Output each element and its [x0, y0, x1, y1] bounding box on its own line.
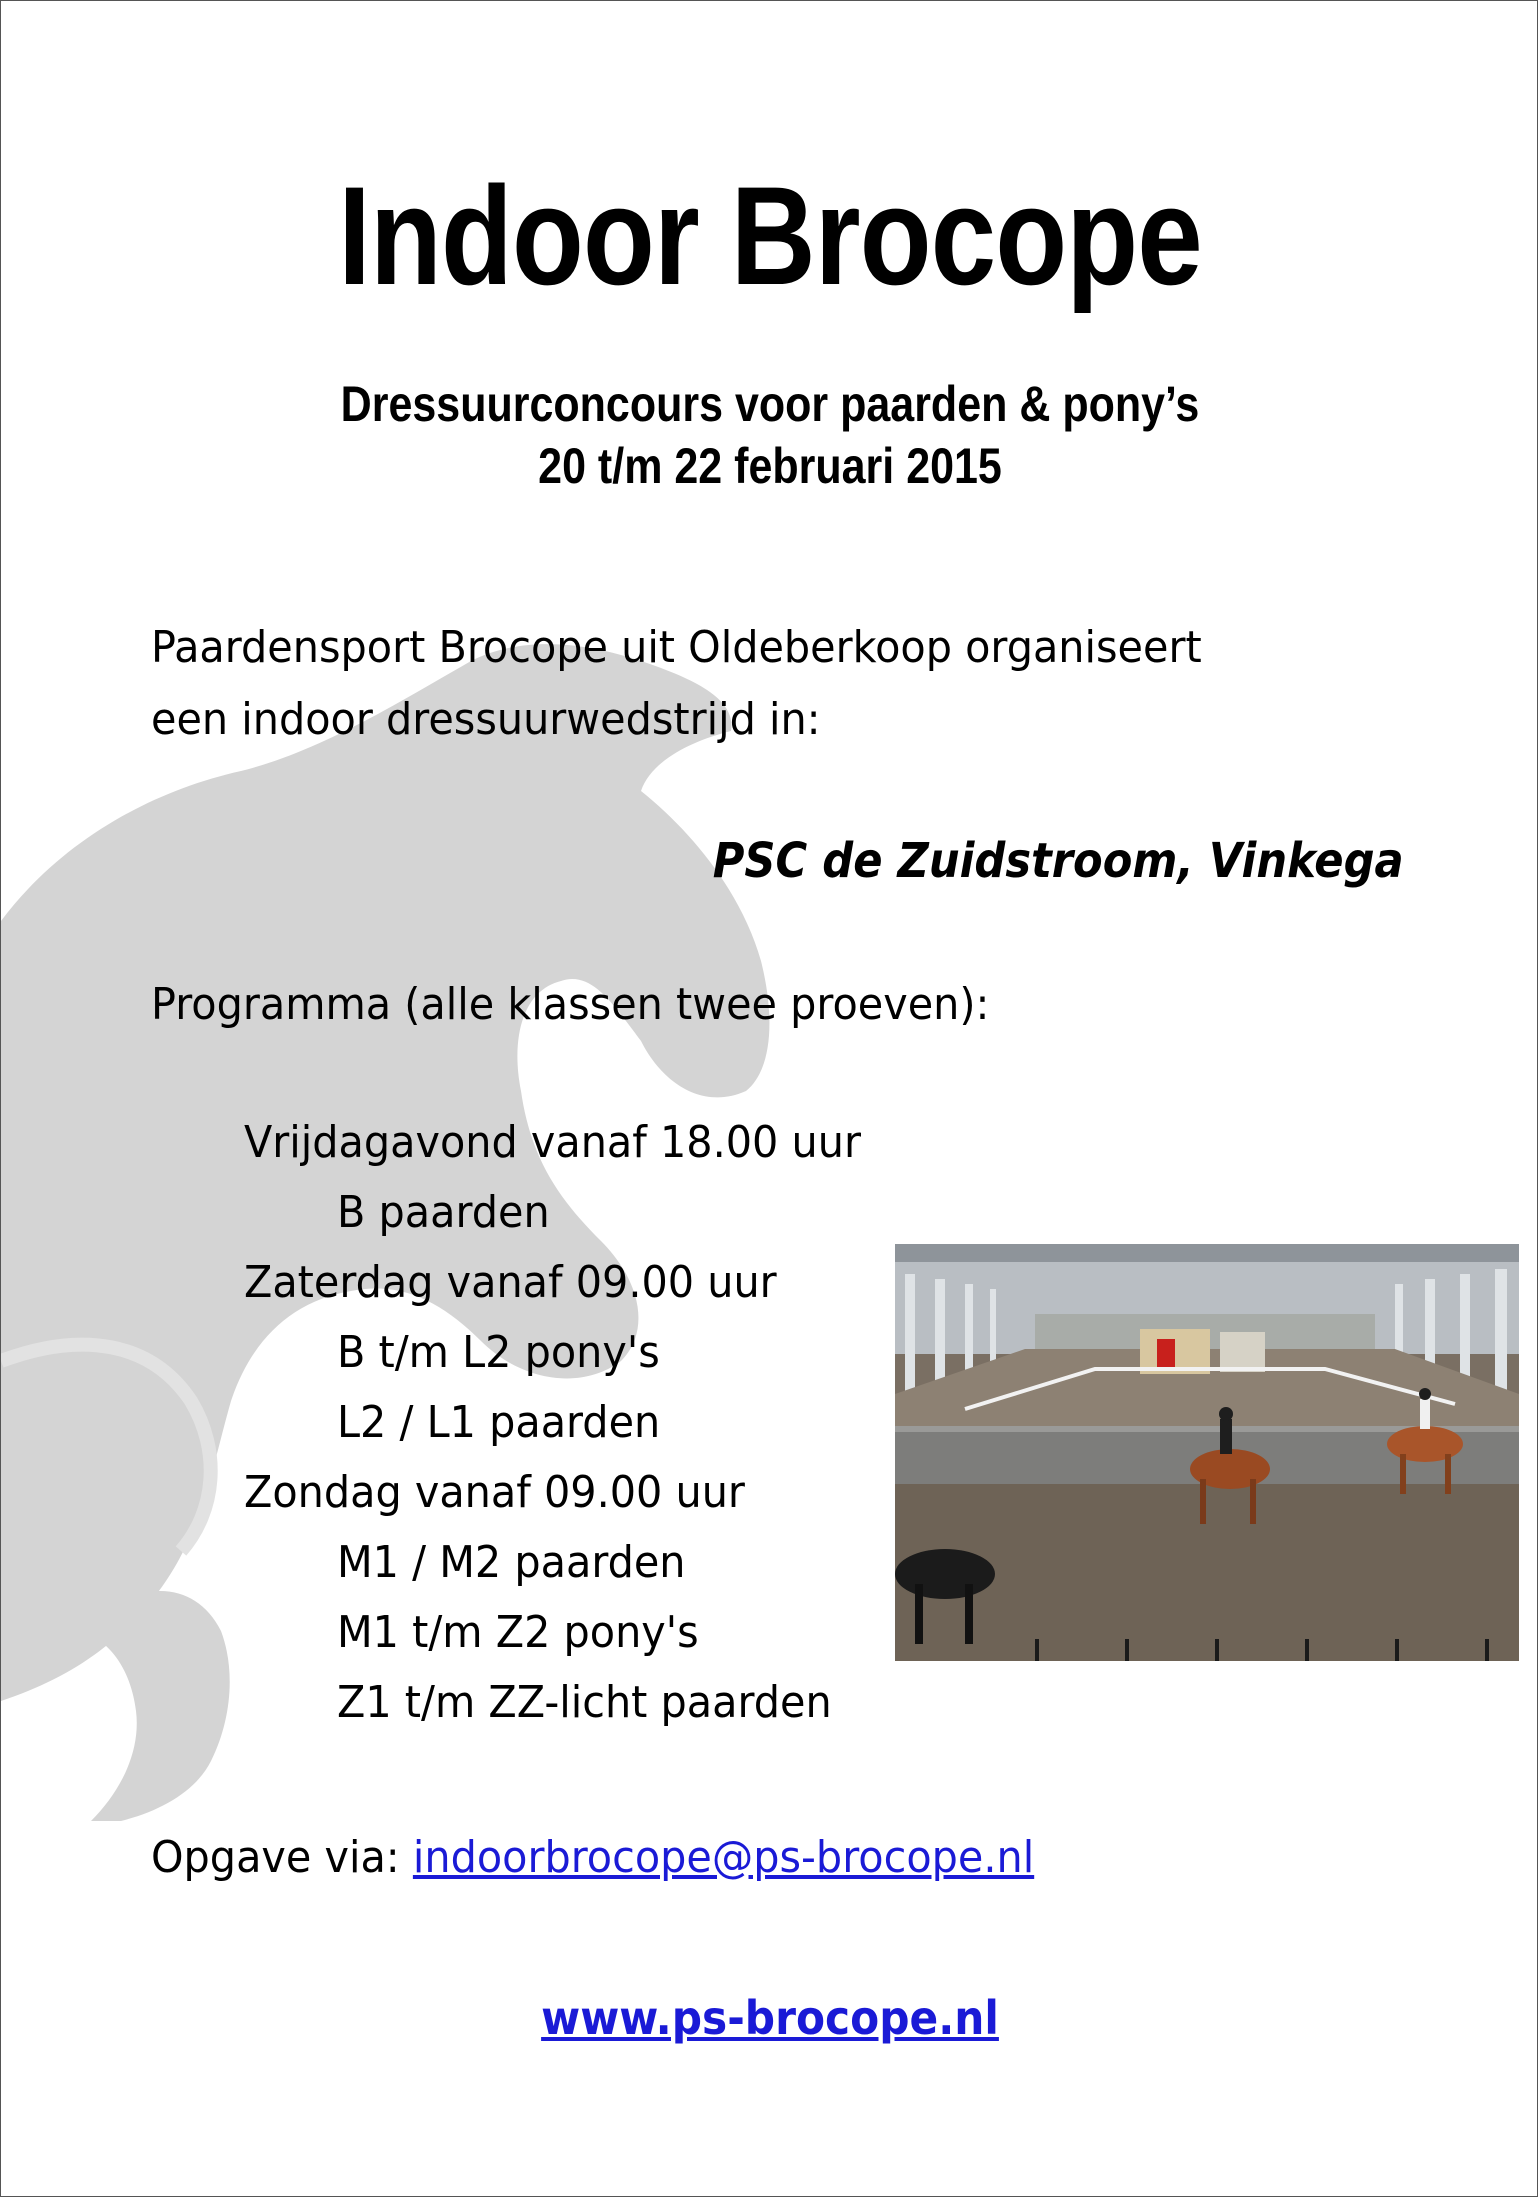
schedule-class: L2 / L1 paarden	[337, 1397, 661, 1448]
schedule-class: B paarden	[337, 1187, 550, 1238]
signup-label: Opgave via:	[151, 1832, 413, 1883]
schedule-class: M1 t/m Z2 pony's	[337, 1607, 699, 1658]
schedule-class: Z1 t/m ZZ-licht paarden	[337, 1677, 832, 1728]
program-heading: Programma (alle klassen twee proeven):	[151, 979, 990, 1030]
arena-photo	[895, 1244, 1519, 1661]
website-line	[63, 1991, 1478, 2045]
poster-title: Indoor Brocope	[338, 157, 1202, 314]
intro-line-2: een indoor dressuurwedstrijd in:	[151, 694, 821, 745]
website-link[interactable]: www.ps-brocope.nl	[541, 1991, 999, 2045]
schedule-day: Vrijdagavond vanaf 18.00 uur	[244, 1117, 861, 1168]
subtitle-dates: 20 t/m 22 februari 2015	[538, 438, 1002, 494]
schedule-day: Zondag vanaf 09.00 uur	[244, 1467, 745, 1518]
intro-line-1: Paardensport Brocope uit Oldeberkoop organiseert	[151, 622, 1202, 673]
venue-name: PSC de Zuidstroom, Vinkega	[713, 833, 1404, 889]
schedule-day: Zaterdag vanaf 09.00 uur	[244, 1257, 777, 1308]
schedule-class: B t/m L2 pony's	[337, 1327, 660, 1378]
signup-email-link[interactable]: indoorbrocope@ps-brocope.nl	[412, 1832, 1035, 1883]
signup-line	[151, 1832, 1035, 1883]
schedule-class: M1 / M2 paarden	[337, 1537, 686, 1588]
subtitle-event: Dressuurconcours voor paarden & pony’s	[340, 376, 1200, 432]
